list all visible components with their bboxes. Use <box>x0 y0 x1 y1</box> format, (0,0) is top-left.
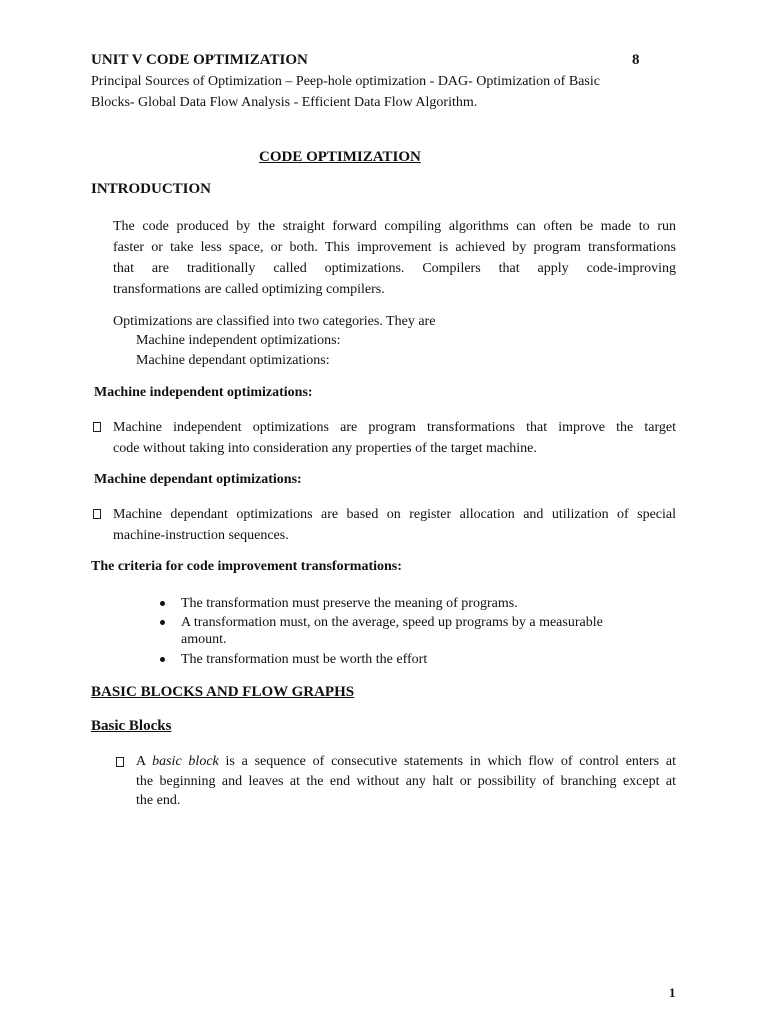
category-machine-independent: Machine independent optimizations: <box>136 333 341 348</box>
hours-count: 8 <box>632 52 640 68</box>
square-bullet-icon <box>93 422 101 432</box>
categories-intro: Optimizations are classified into two categories. They are <box>113 314 436 329</box>
criteria-item-1: The transformation must preserve the meaning of programs. <box>181 596 518 611</box>
category-machine-dependant: Machine dependant optimizations: <box>136 353 330 368</box>
machine-independent-line-2: code without taking into consideration any properties of the target machine. <box>113 441 537 456</box>
criteria-item-2-line-2: amount. <box>181 632 227 647</box>
machine-dependant-line-1: Machine dependant optimizations are based on register allocation and utilization of special <box>113 507 676 522</box>
round-bullet-icon <box>160 657 165 662</box>
basic-block-definition-line-2: the beginning and leaves at the end without any halt or possibility of branching except at <box>136 774 676 789</box>
square-bullet-icon <box>116 757 124 767</box>
criteria-item-2-line-1: A transformation must, on the average, speed up programs by a measurable <box>181 615 603 630</box>
intro-para-line-4: transformations are called optimizing compilers. <box>113 282 385 297</box>
criteria-heading: The criteria for code improvement transformations: <box>91 559 402 574</box>
basic-blocks-subheading: Basic Blocks <box>91 718 172 734</box>
machine-dependant-line-2: machine-instruction sequences. <box>113 528 289 543</box>
intro-para-line-2: faster or take less space, or both. This improvement is achieved by program transformations <box>113 240 676 255</box>
machine-independent-line-1: Machine independent optimizations are program transformations that improve the target <box>113 420 676 435</box>
intro-para-line-3: that are traditionally called optimizations. Compilers that apply code-improving <box>113 261 676 276</box>
criteria-item-3: The transformation must be worth the effort <box>181 652 428 667</box>
round-bullet-icon <box>160 601 165 606</box>
square-bullet-icon <box>93 509 101 519</box>
intro-para-line-1: The code produced by the straight forward compiling algorithms can often be made to run <box>113 219 676 234</box>
basic-block-definition-line-1 <box>136 751 676 772</box>
section-title: CODE OPTIMIZATION <box>259 149 421 165</box>
unit-title: UNIT V CODE OPTIMIZATION <box>91 52 308 68</box>
definition-prefix: A <box>136 754 153 769</box>
machine-independent-heading: Machine independent optimizations: <box>94 385 313 400</box>
basic-blocks-flow-graphs-heading: BASIC BLOCKS AND FLOW GRAPHS <box>91 684 355 700</box>
syllabus-line-1: Principal Sources of Optimization – Peep-hole optimization - DAG- Optimization of Basic <box>91 74 600 89</box>
page-number: 1 <box>669 985 676 1000</box>
round-bullet-icon <box>160 620 165 625</box>
syllabus-line-2: Blocks- Global Data Flow Analysis - Efficient Data Flow Algorithm. <box>91 95 478 110</box>
basic-block-definition-line-3: the end. <box>136 793 181 808</box>
machine-dependant-heading: Machine dependant optimizations: <box>94 472 302 487</box>
intro-heading: INTRODUCTION <box>91 181 212 197</box>
definition-term: basic block <box>152 754 219 769</box>
definition-rest: is a sequence of consecutive statements in which flow of control enters at <box>218 754 677 769</box>
